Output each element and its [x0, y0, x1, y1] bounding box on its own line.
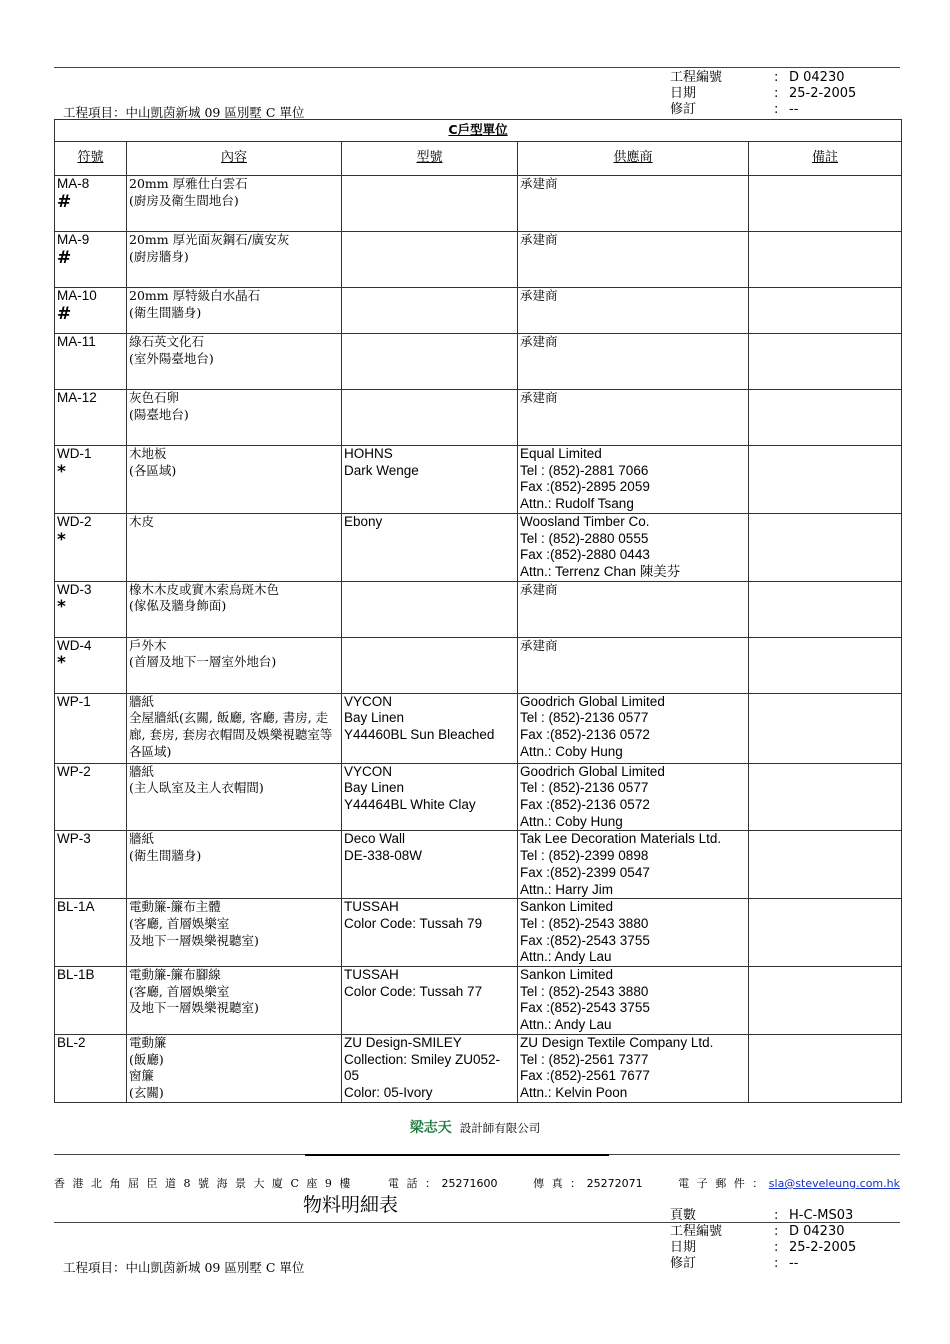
description-line: 木地板: [129, 446, 167, 461]
supplier-name: Sankon Limited: [520, 899, 614, 915]
supplier-line: Tel : (852)-2543 3880: [520, 983, 649, 999]
model-line: TUSSAH: [344, 899, 399, 915]
description-line: (衛生間牆身): [129, 848, 202, 864]
supplier-line: Attn.: Andy Lau: [520, 949, 612, 965]
model-line: Dark Wenge: [344, 462, 419, 478]
meta-key: 工程編號: [670, 70, 723, 85]
item-mark: *: [57, 529, 66, 550]
table-body: [55, 176, 902, 1103]
cell-description: [127, 390, 342, 446]
item-code: MA-10: [57, 288, 97, 303]
cell-description: [127, 513, 342, 581]
description-line: (客廳, 首層娛樂室: [129, 915, 230, 931]
fax: [533, 1175, 643, 1191]
column-header: 型號: [342, 142, 518, 176]
cell-supplier: [518, 899, 749, 967]
description-line: 戶外木: [129, 637, 167, 653]
cell-description: [127, 831, 342, 899]
meta-value: --: [789, 1256, 799, 1271]
cell-remarks: [749, 288, 902, 334]
cell-supplier: [518, 637, 749, 693]
firm-name-text: 梁志天: [409, 1120, 452, 1136]
cell-supplier: [518, 763, 749, 831]
description-line: 牆紙: [129, 831, 155, 847]
cell-supplier: [518, 513, 749, 581]
cell-model: [342, 334, 518, 390]
meta-colon: :: [774, 1224, 779, 1239]
item-code: WD-1: [57, 446, 92, 461]
cell-supplier: [518, 831, 749, 899]
cell-supplier: [518, 288, 749, 334]
supplier-line: 承建商: [520, 581, 558, 597]
cell-description: [127, 288, 342, 334]
cell-model: [342, 1034, 518, 1102]
cell-remarks: [749, 581, 902, 637]
description-line: 20mm 厚雅仕白雲石: [129, 176, 248, 191]
description-line: 橡木木皮或實木索烏斑木色: [129, 581, 280, 597]
cell-remarks: [749, 446, 902, 514]
item-code: MA-12: [57, 390, 97, 405]
item-code: MA-9: [57, 232, 90, 247]
table-row: [55, 1034, 902, 1102]
meta-row: [670, 1256, 856, 1272]
supplier-line: Fax :(852)-2895 2059: [520, 479, 650, 495]
supplier-line: Fax :(852)-2561 7677: [520, 1068, 650, 1084]
description-line: 20mm 厚光面灰鋼石/廣安灰: [129, 232, 290, 247]
supplier-line: Fax :(852)-2136 0572: [520, 797, 650, 813]
supplier-line: 承建商: [520, 637, 558, 653]
description-line: (主人臥室及主人衣帽間): [129, 780, 264, 796]
item-code: WP-3: [57, 831, 91, 847]
column-header: 供應商: [518, 142, 749, 176]
table-row: [55, 334, 902, 390]
cell-code: [55, 334, 127, 390]
meta-value: --: [789, 102, 799, 117]
description-line: (廚房牆身): [129, 248, 189, 264]
description-line: 全屋牆紙(玄關, 飯廳, 客廳, 書房, 走廊, 套房, 套房衣帽間及娛樂視聽室等各區域): [129, 710, 333, 759]
model-line: VYCON: [344, 763, 393, 779]
cell-description: [127, 581, 342, 637]
cell-model: [342, 899, 518, 967]
project-label: 工程項目：中山凱茵新城 09 區別墅 C 單位: [63, 105, 305, 120]
supplier-line: Fax :(852)-2399 0547: [520, 864, 650, 880]
cell-remarks: [749, 232, 902, 288]
supplier-line: Attn.: Terrenz Chan 陳美芬: [520, 563, 681, 579]
contact-line: [54, 1175, 900, 1191]
cell-supplier: [518, 334, 749, 390]
cell-model: [342, 390, 518, 446]
cell-remarks: [749, 967, 902, 1035]
model-line: Collection: Smiley ZU052-: [344, 1051, 501, 1067]
cell-description: [127, 693, 342, 763]
model-line: Color Code: Tussah 77: [344, 983, 483, 999]
cell-description: [127, 334, 342, 390]
description-line: 及地下一層娛樂視聽室): [129, 1000, 259, 1016]
supplier-name: ZU Design Textile Company Ltd.: [520, 1034, 714, 1050]
item-mark: #: [57, 191, 72, 212]
supplier-line: Attn.: Harry Jim: [520, 881, 614, 897]
cell-supplier: [518, 176, 749, 232]
supplier-line: Tel : (852)-2880 0555: [520, 530, 649, 546]
cell-remarks: [749, 176, 902, 232]
model-line: 05: [344, 1068, 360, 1084]
supplier-line: Fax :(852)-2136 0572: [520, 727, 650, 743]
address: 香 港 北 角 屈 臣 道 8 號 海 景 大 廈 C 座 9 樓: [54, 1177, 353, 1190]
email: [678, 1175, 900, 1191]
supplier-line: Attn.: Coby Hung: [520, 813, 623, 829]
meta-colon: :: [774, 1240, 779, 1255]
cell-description: [127, 763, 342, 831]
cell-code: [55, 513, 127, 581]
header-meta: [670, 70, 856, 118]
cell-remarks: [749, 831, 902, 899]
item-code: WP-1: [57, 693, 91, 709]
item-code: BL-2: [57, 1034, 86, 1050]
description-line: (陽臺地台): [129, 406, 189, 422]
supplier-line: Fax :(852)-2543 3755: [520, 932, 650, 948]
description-line: (客廳, 首層娛樂室: [129, 983, 230, 999]
email-link[interactable]: sla@steveleung.com.hk: [768, 1177, 900, 1190]
supplier-line: 承建商: [520, 232, 558, 247]
meta-value: 25-2-2005: [789, 1240, 857, 1255]
item-code: BL-1A: [57, 899, 95, 915]
cell-model: [342, 288, 518, 334]
meta-key: 日期: [670, 1240, 697, 1255]
cell-remarks: [749, 334, 902, 390]
item-mark: #: [57, 247, 72, 268]
meta-row: [670, 1224, 856, 1240]
cell-supplier: [518, 967, 749, 1035]
cell-code: [55, 446, 127, 514]
supplier-line: Tel : (852)-2543 3880: [520, 915, 649, 931]
firm-name: [0, 1117, 950, 1137]
model-line: Bay Linen: [344, 780, 405, 796]
cell-code: [55, 581, 127, 637]
footer-meta: [670, 1208, 856, 1272]
cell-remarks: [749, 513, 902, 581]
cell-code: [55, 1034, 127, 1102]
supplier-line: Fax :(852)-2543 3755: [520, 1000, 650, 1016]
cell-code: [55, 831, 127, 899]
supplier-name: Tak Lee Decoration Materials Ltd.: [520, 831, 722, 847]
supplier-name: Goodrich Global Limited: [520, 763, 665, 779]
project-label-bottom: 工程項目：中山凱茵新城 09 區別墅 C 單位: [63, 1260, 305, 1275]
item-mark: *: [57, 461, 66, 482]
table-row: [55, 232, 902, 288]
supplier-line: Attn.: Coby Hung: [520, 743, 623, 759]
table-row: [55, 693, 902, 763]
cell-code: [55, 288, 127, 334]
description-line: 牆紙: [129, 693, 155, 709]
column-header: 備註: [749, 142, 902, 176]
description-line: (衛生間牆身): [129, 304, 202, 320]
meta-value: H-C-MS03: [789, 1208, 854, 1223]
supplier-line: 承建商: [520, 288, 558, 303]
description-line: 20mm 厚特級白水晶石: [129, 288, 261, 303]
cell-model: [342, 637, 518, 693]
description-line: 灰色石卵: [129, 390, 180, 405]
description-line: 木皮: [129, 513, 155, 529]
meta-colon: :: [774, 70, 779, 85]
model-line: Deco Wall: [344, 831, 406, 847]
description-line: (廚房及衛生間地台): [129, 192, 239, 208]
phone: [388, 1175, 498, 1191]
column-header: 符號: [55, 142, 127, 176]
meta-value: D 04230: [789, 70, 845, 85]
cell-remarks: [749, 899, 902, 967]
meta-key: 日期: [670, 86, 697, 101]
item-code: MA-8: [57, 176, 90, 191]
description-line: 窗簾: [129, 1068, 155, 1084]
description-line: (室外陽臺地台): [129, 350, 214, 366]
meta-colon: :: [774, 102, 779, 117]
meta-colon: :: [774, 86, 779, 101]
cell-code: [55, 967, 127, 1035]
description-line: (傢俬及牆身飾面): [129, 598, 227, 614]
phone-number: 25271600: [441, 1177, 498, 1190]
document-title: 物料明細表: [303, 1194, 399, 1216]
description-line: (首層及地下一層室外地台): [129, 654, 277, 670]
table-row: [55, 581, 902, 637]
table-row: [55, 446, 902, 514]
supplier-line: Attn.: Kelvin Poon: [520, 1084, 628, 1100]
table-row: [55, 899, 902, 967]
cell-supplier: [518, 232, 749, 288]
meta-row: [670, 1208, 856, 1224]
model-line: Ebony: [344, 513, 383, 529]
cell-description: [127, 637, 342, 693]
column-header: 內容: [127, 142, 342, 176]
cell-code: [55, 693, 127, 763]
meta-key: 修訂: [670, 1256, 697, 1271]
table-row: [55, 176, 902, 232]
item-code: WD-4: [57, 637, 92, 653]
meta-colon: :: [774, 1256, 779, 1271]
firm-suffix: 設計師有限公司: [459, 1121, 541, 1135]
meta-value: 25-2-2005: [789, 86, 857, 101]
top-rule: [54, 67, 900, 68]
cell-remarks: [749, 390, 902, 446]
cell-description: [127, 446, 342, 514]
meta-row: [670, 70, 856, 86]
cell-supplier: [518, 1034, 749, 1102]
meta-row: [670, 86, 856, 102]
model-line: Y44464BL White Clay: [344, 797, 476, 813]
phone-label: 電 話 ：: [388, 1177, 438, 1190]
supplier-line: 承建商: [520, 176, 558, 191]
item-code: WD-3: [57, 581, 92, 597]
cell-model: [342, 581, 518, 637]
cell-remarks: [749, 637, 902, 693]
cell-model: [342, 446, 518, 514]
cell-model: [342, 513, 518, 581]
description-line: 及地下一層娛樂視聽室): [129, 932, 259, 948]
table-row: [55, 637, 902, 693]
item-code: BL-1B: [57, 967, 95, 983]
supplier-name: Woosland Timber Co.: [520, 513, 650, 529]
fax-label: 傳 真 ：: [533, 1177, 584, 1190]
description-line: 電動簾-簾布腳線: [129, 967, 221, 983]
item-mark: #: [57, 303, 72, 324]
cell-description: [127, 967, 342, 1035]
table-row: [55, 763, 902, 831]
meta-colon: :: [774, 1208, 779, 1223]
cell-code: [55, 390, 127, 446]
meta-value: D 04230: [789, 1224, 845, 1239]
email-label: 電 子 郵 件 ：: [678, 1177, 766, 1190]
cell-code: [55, 232, 127, 288]
model-line: Color: 05-Ivory: [344, 1084, 433, 1100]
supplier-line: 承建商: [520, 390, 558, 405]
supplier-line: Fax :(852)-2880 0443: [520, 547, 650, 563]
meta-key: 頁數: [670, 1208, 697, 1223]
cell-description: [127, 176, 342, 232]
cell-description: [127, 232, 342, 288]
model-line: Color Code: Tussah 79: [344, 915, 483, 931]
cell-model: [342, 831, 518, 899]
cell-description: [127, 899, 342, 967]
item-code: WP-2: [57, 763, 91, 779]
cell-model: [342, 967, 518, 1035]
fax-number: 25272071: [586, 1177, 643, 1190]
supplier-name: Sankon Limited: [520, 967, 614, 983]
footer-thick-rule: [305, 1154, 609, 1156]
item-code: WD-2: [57, 513, 92, 529]
item-mark: *: [57, 597, 66, 618]
model-line: DE-338-08W: [344, 848, 423, 864]
cell-model: [342, 763, 518, 831]
cell-remarks: [749, 763, 902, 831]
table-header-row: [55, 142, 902, 176]
table-row: [55, 967, 902, 1035]
description-line: (各區域): [129, 462, 177, 478]
cell-code: [55, 637, 127, 693]
cell-remarks: [749, 693, 902, 763]
cell-model: [342, 176, 518, 232]
meta-row: [670, 102, 856, 118]
cell-code: [55, 176, 127, 232]
supplier-line: Tel : (852)-2136 0577: [520, 710, 649, 726]
supplier-line: Tel : (852)-2561 7377: [520, 1051, 649, 1067]
table-title: C戶型單位: [55, 120, 902, 142]
table-row: [55, 390, 902, 446]
cell-supplier: [518, 446, 749, 514]
model-line: HOHNS: [344, 446, 393, 461]
materials-table: [54, 119, 902, 1103]
model-line: Bay Linen: [344, 710, 405, 726]
model-line: VYCON: [344, 693, 393, 709]
cell-code: [55, 899, 127, 967]
cell-remarks: [749, 1034, 902, 1102]
cell-model: [342, 232, 518, 288]
description-line: 電動簾: [129, 1034, 167, 1050]
model-line: ZU Design-SMILEY: [344, 1034, 462, 1050]
table-row: [55, 831, 902, 899]
table-row: [55, 288, 902, 334]
model-line: Y44460BL Sun Bleached: [344, 727, 495, 743]
meta-key: 工程編號: [670, 1224, 723, 1239]
table-row: [55, 513, 902, 581]
supplier-line: Tel : (852)-2399 0898: [520, 848, 649, 864]
meta-key: 修訂: [670, 102, 697, 117]
cell-supplier: [518, 693, 749, 763]
supplier-line: Attn.: Rudolf Tsang: [520, 496, 634, 512]
cell-supplier: [518, 581, 749, 637]
description-line: 牆紙: [129, 763, 155, 779]
supplier-line: 承建商: [520, 334, 558, 349]
supplier-line: Attn.: Andy Lau: [520, 1017, 612, 1033]
supplier-line: Tel : (852)-2136 0577: [520, 780, 649, 796]
cell-description: [127, 1034, 342, 1102]
item-code: MA-11: [57, 334, 96, 349]
supplier-line: Tel : (852)-2881 7066: [520, 462, 649, 478]
description-line: (飯廳): [129, 1051, 164, 1067]
cell-supplier: [518, 390, 749, 446]
supplier-name: Goodrich Global Limited: [520, 693, 665, 709]
description-line: 綠石英文化石: [129, 334, 205, 349]
model-line: TUSSAH: [344, 967, 399, 983]
item-mark: *: [57, 653, 66, 674]
description-line: (玄關): [129, 1084, 164, 1100]
supplier-name: Equal Limited: [520, 446, 602, 461]
description-line: 電動簾-簾布主體: [129, 899, 221, 915]
cell-code: [55, 763, 127, 831]
cell-model: [342, 693, 518, 763]
meta-row: [670, 1240, 856, 1256]
